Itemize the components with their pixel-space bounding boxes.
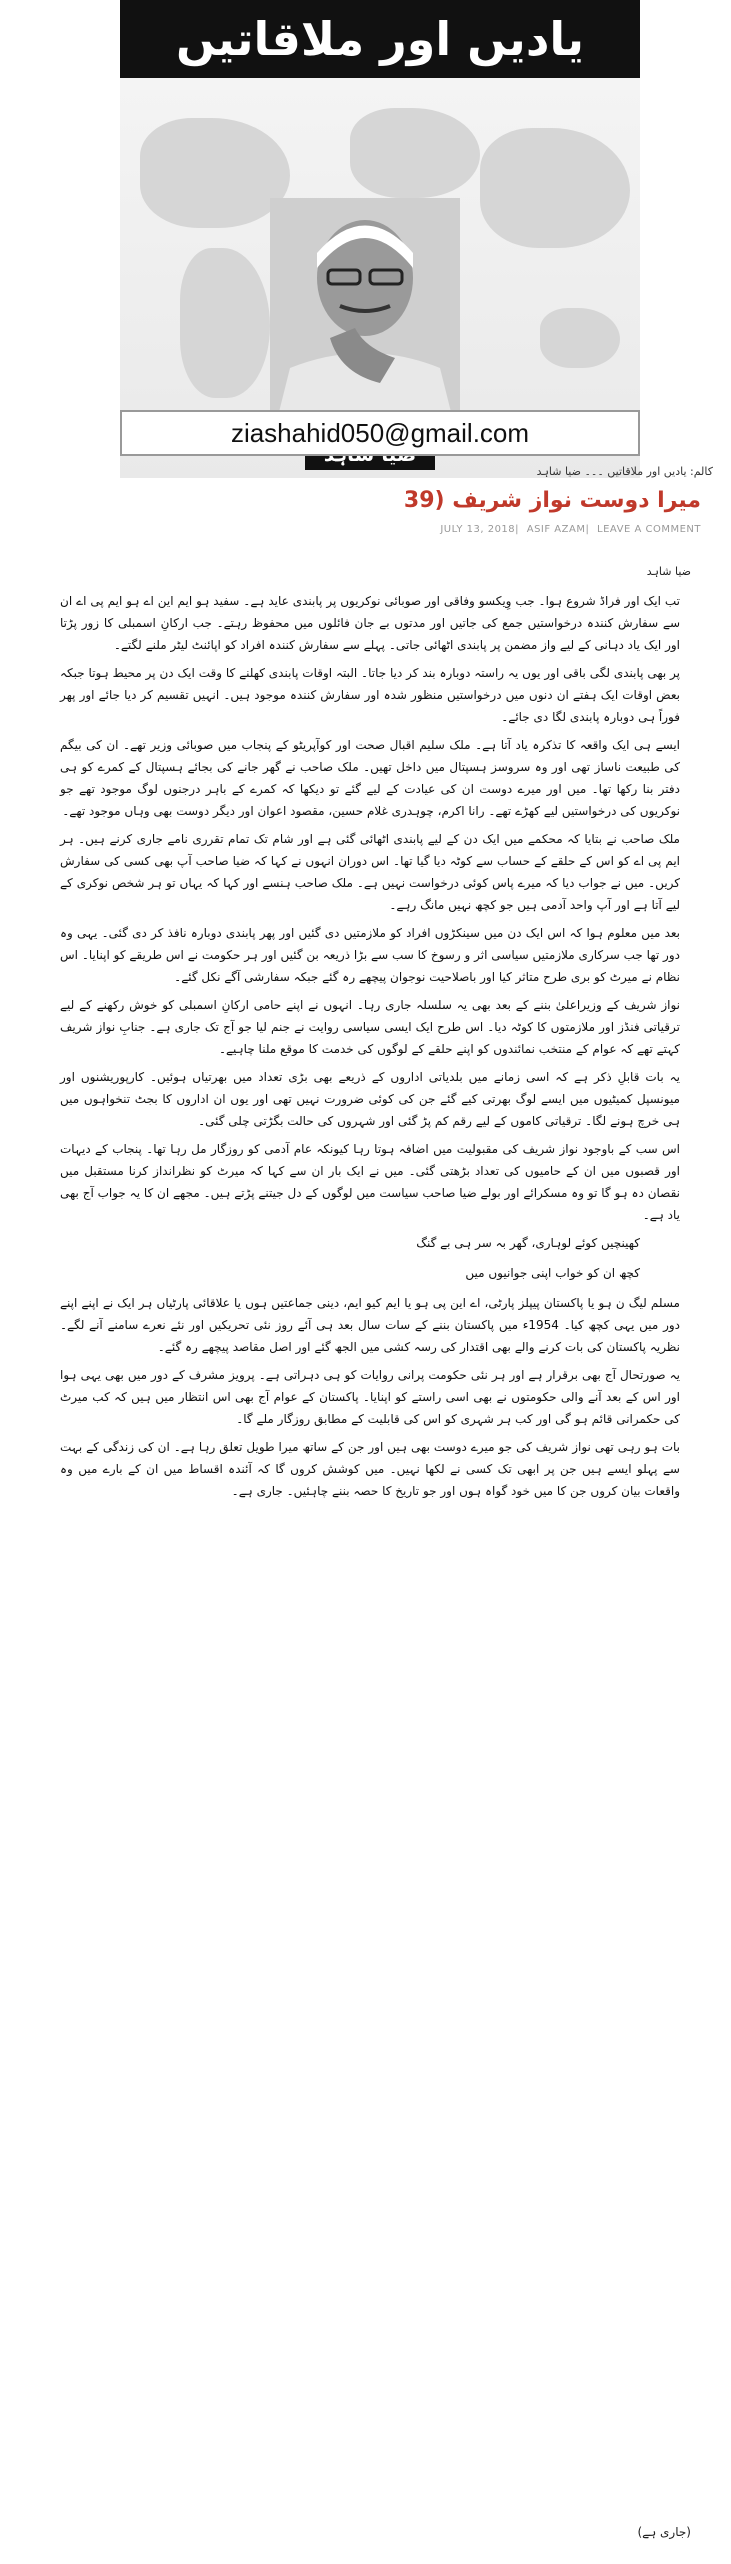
paragraph: ایسے ہی ایک واقعہ کا تذکرہ یاد آتا ہے۔ ملک سلیم اقبال صحت اور کوآپریٹو کے پنجاب میں صوبائی وزیر تھے۔ ان کی بیگم کی طبیعت ناساز تھی اور وہ سروسز ہسپتال میں داخل تھیں۔ ملک صاحب نے گھر جانے کی بجائے ہسپتال کے کمرے کو ہی دفتر بنا رکھا تھا۔ میں اور میرے دوست ان کی عیادت کے لیے گئے تو دیکھا کہ کمرے کے باہر درجنوں لوگ موجود تھے جو نوکریوں کی درخواستیں لیے کھڑے تھے۔ رانا اکرم، چوہدری غلام حسین، مقصود اعوان اور دیگر دوست بھی وہاں موجود تھے۔ <box>60 738 680 818</box>
article-meta: JULY 13, 2018| ASIF AZAM| LEAVE A COMMENT <box>440 524 701 535</box>
verse-line: کچھ ان کو خواب اپنی جوانیوں میں <box>465 1266 640 1280</box>
article-byline: ضیا شاہد <box>646 565 691 578</box>
leave-comment-link[interactable]: LEAVE A COMMENT <box>597 524 701 535</box>
to-be-continued: (جاری ہے) <box>637 2525 691 2539</box>
paragraph: مسلم لیگ ن ہو یا پاکستان پیپلز پارٹی، اے این پی ہو یا ایم کیو ایم، دینی جماعتیں ہوں یا علاقائی پارٹیاں ہر ایک نے اپنے اپنے دور میں یہی کچھ کیا۔ 1954ء میں پاکستان بننے کے سات سال بعد ہی آئے روز نئی تحریکیں اور نئے نعرے سامنے آنے لگے۔ نظریہ پاکستان کی بات کرنے والے بھی اقتدار کی رسہ کشی میں الجھ گئے اور اصل مقاصد پیچھے رہ گئے۔ <box>60 1296 680 1354</box>
paragraph: یہ صورتحال آج بھی برقرار ہے اور ہر نئی حکومت پرانی روایات کو ہی دہراتی ہے۔ پرویز مشرف کے دور میں بھی یہی ہوا اور اس کے بعد آنے والی حکومتوں نے بھی اسی راستے کو اپنایا۔ پاکستان کے عوام آج بھی اس انتظار میں ہیں کہ کب میرٹ کی حکمرانی قائم ہو گی اور کب ہر شہری کو اس کی قابلیت کے مطابق روزگار ملے گا۔ <box>60 1368 680 1426</box>
article-author[interactable]: ASIF AZAM <box>526 524 586 535</box>
paragraph: اس سب کے باوجود نواز شریف کی مقبولیت میں اضافہ ہوتا رہا کیونکہ عام آدمی کو روزگار مل رہا تھا۔ پنجاب کے دیہات اور قصبوں میں ان کے حامیوں کی تعداد بڑھتی گئی۔ میں نے ایک بار ان سے کہا کہ میرٹ کو نظرانداز کرنا مستقبل میں نقصان دہ ہو گا تو وہ مسکرائے اور بولے ضیا صاحب سیاست میں لوگوں کے دل جیتنے پڑتے ہیں۔ مجھے ان کا یہ جواب آج بھی یاد ہے۔ <box>60 1142 680 1222</box>
column-caption: کالم: یادیں اور ملاقاتیں ۔۔۔ ضیا شاہد <box>536 465 713 478</box>
column-title: یادیں اور ملاقاتیں <box>120 0 640 78</box>
article-headline[interactable]: میرا دوست نواز شریف (39 <box>403 488 701 513</box>
paragraph: پر بھی پابندی لگی باقی اور یوں یہ راستہ دوبارہ بند کر دیا جاتا۔ البتہ اوقات پابندی کھلنے کا وقت ایک دن پر محیط ہوتا جبکہ بعض اوقات ایک ہفتے ان دنوں میں درخواستیں منظور شدہ اور سفارش کنندہ موجود ہیں۔ انہیں تقسیم کر دیا جائے اور پھر فوراً ہی دوبارہ پابندی لگا دی جائے۔ <box>60 666 680 724</box>
verse-line: کھینچیں کوئے لوہاری، گھر بہ سر ہی بے گنگ <box>416 1236 640 1250</box>
author-email[interactable]: ziashahid050@gmail.com <box>120 410 640 456</box>
paragraph: یہ بات قابلِ ذکر ہے کہ اسی زمانے میں بلدیاتی اداروں کے ذریعے بھی بڑی تعداد میں بھرتیاں ہوئیں۔ کارپوریشنوں اور میونسپل کمیٹیوں میں ایسے لوگ بھرتی کیے گئے جن کی کوئی ضرورت نہیں تھی اور یوں ان اداروں کا بجٹ تنخواہوں میں ہی خرچ ہونے لگا۔ ترقیاتی کاموں کے لیے رقم کم پڑ گئی اور شہروں کی حالت بگڑتی چلی گئی۔ <box>60 1070 680 1128</box>
paragraph: ملک صاحب نے بتایا کہ محکمے میں ایک دن کے لیے پابندی اٹھائی گئی ہے اور شام تک تمام تقرری نامے جاری کرنے ہیں۔ ہر ایم پی اے کو اس کے حلقے کے حساب سے کوٹہ دیا گیا تھا۔ اس دوران انہوں نے کہا کہ ضیا صاحب آپ بھی کسی کی سفارش کریں۔ میں نے جواب دیا کہ میرے پاس کوئی درخواست نہیں ہے۔ ملک صاحب ہنسے اور کہا کہ یہاں تو ہر شخص نوکری کے لیے آتا ہے اور آپ واحد آدمی ہیں جو کچھ نہیں مانگ رہے۔ <box>60 832 680 912</box>
paragraph: تب ایک اور فراڈ شروع ہوا۔ جب وِیکسو وفاقی اور صوبائی نوکریوں پر پابندی عاید ہے۔ سفید ہو ایم این اے ہو ایم پی اے ان سے سفارش کنندہ درخواستیں جمع کی جاتیں اور مدتوں بے جان فائلوں میں محفوظ رہتے۔ جب ارکانِ اسمبلی کا زور پڑتا اور ایک یاد دہانی کے لیے واز مضمن پر پابندی اٹھائی جاتی۔ پہلے سے سفارش کنندہ افراد کو اپائنٹ لیٹر ملنے لگتے۔ <box>60 594 680 652</box>
paragraph: بعد میں معلوم ہوا کہ اس ایک دن میں سینکڑوں افراد کو ملازمتیں دی گئیں اور پھر پابندی دوبارہ نافذ کر دی گئی۔ یہی وہ دور تھا جب سرکاری ملازمتیں سیاسی اثر و رسوخ کا سب سے بڑا ذریعہ بن گئیں اور ہر حکومت نے اس طریقے کو اپنایا۔ اس نظام نے میرٹ کو بری طرح متاثر کیا اور باصلاحیت نوجوان پیچھے رہ گئے جبکہ سفارشی آگے نکل گئے۔ <box>60 926 680 984</box>
paragraph: نواز شریف کے وزیراعلیٰ بننے کے بعد بھی یہ سلسلہ جاری رہا۔ انہوں نے اپنے حامی ارکانِ اسمبلی کو خوش رکھنے کے لیے ترقیاتی فنڈز اور ملازمتوں کا کوٹہ دیا۔ اس طرح ایک ایسی سیاسی روایت نے جنم لیا جو آج تک جاری ہے۔ جنابِ نواز شریف کہتے تھے کہ عوام کے منتخب نمائندوں کو اپنے حلقے کے لوگوں کی خدمت کا موقع ملنا چاہیے۔ <box>60 998 680 1056</box>
article-body <box>60 590 680 1508</box>
paragraph: بات ہو رہی تھی نواز شریف کی جو میرے دوست بھی ہیں اور جن کے ساتھ میرا طویل تعلق رہا ہے۔ ان کی زندگی کے بہت سے پہلو ایسے ہیں جن پر ابھی تک کسی نے لکھا نہیں۔ میں کوشش کروں گا کہ آئندہ اقساط میں ان کے بارے میں وہ واقعات بیان کروں جن کا میں خود گواہ ہوں اور جو تاریخ کا حصہ بننے چاہئیں۔ جاری ہے۔ <box>60 1440 680 1498</box>
article-date[interactable]: JULY 13, 2018 <box>440 524 516 535</box>
